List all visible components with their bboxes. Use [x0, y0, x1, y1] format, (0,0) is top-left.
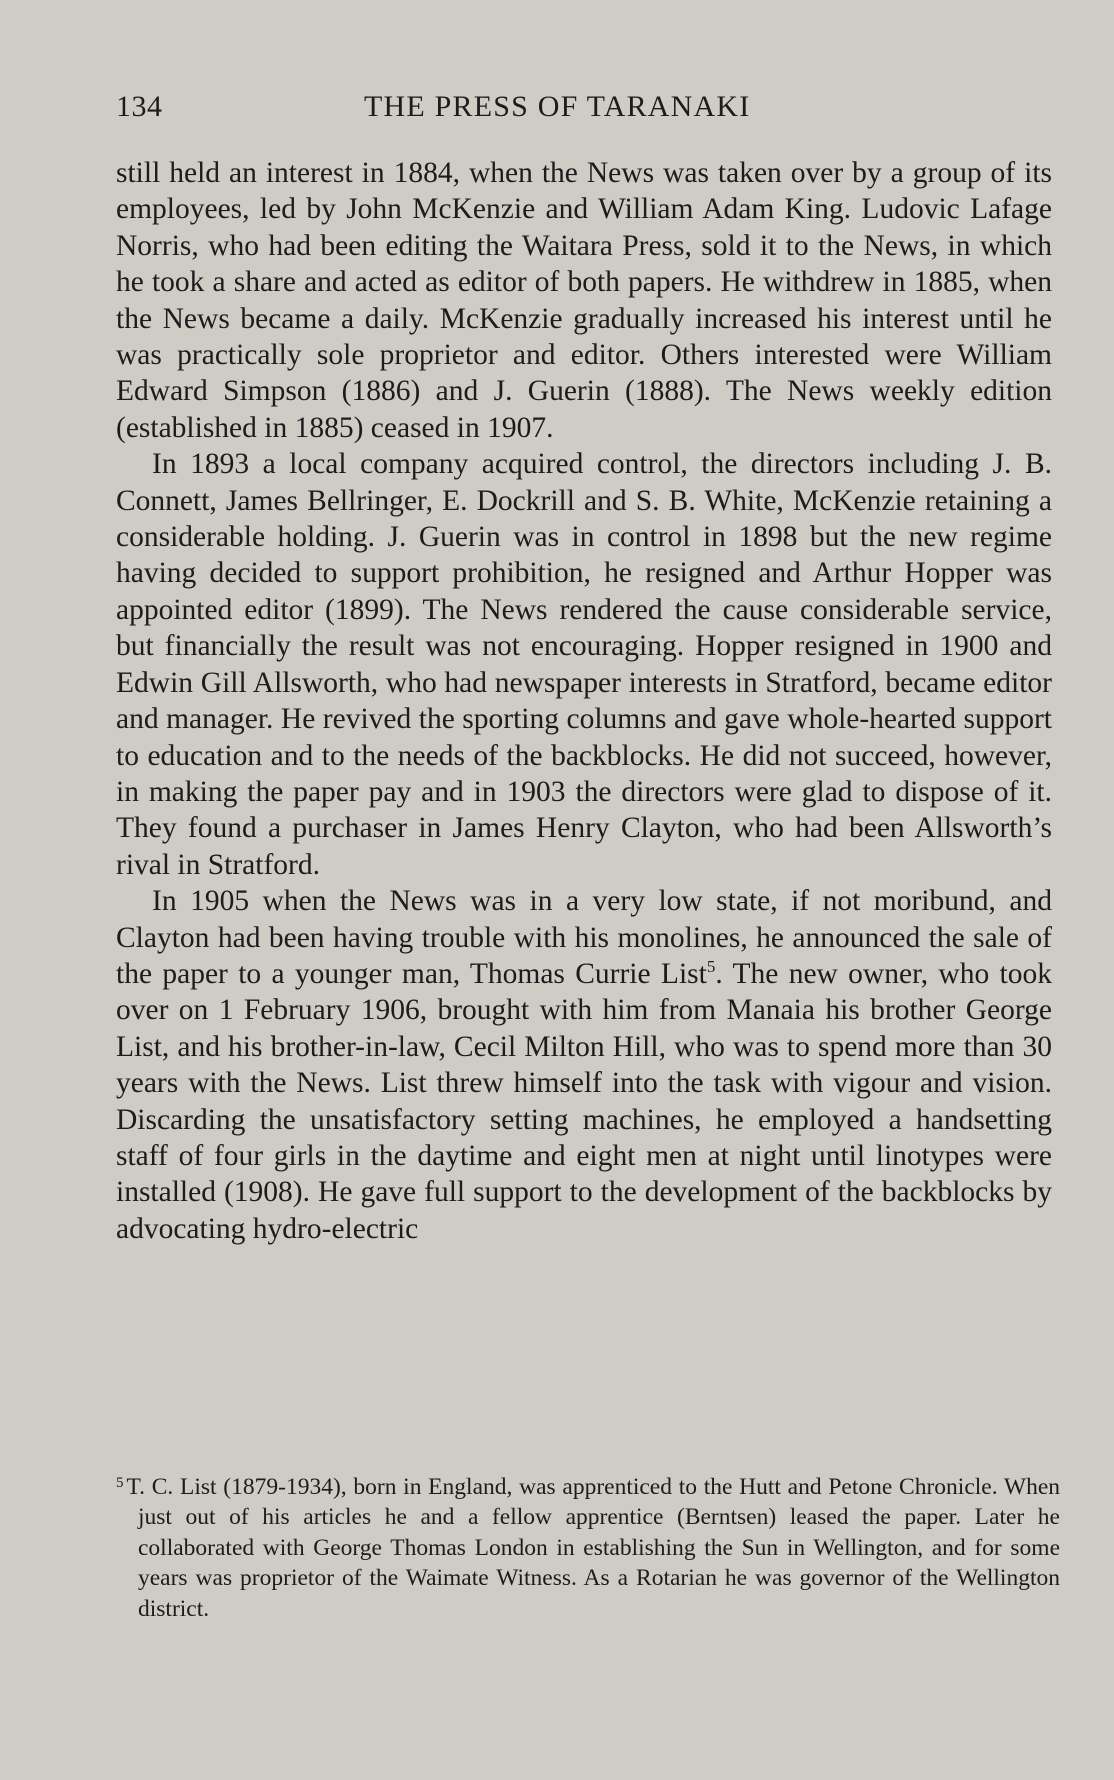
footnote-reference[interactable]: 5: [706, 956, 716, 976]
paragraph-3: [116, 883, 1052, 1247]
running-title: THE PRESS OF TARANAKI: [364, 90, 751, 123]
page-header: [116, 90, 1056, 130]
footnote-mark: 5: [116, 1475, 124, 1491]
footnote-text: T. C. List (1879-1934), born in England, was apprenticed to the Hutt and Petone Chronicle. When just out of his articles he and a fellow apprentice (Berntsen) leased the paper. Later he collaborated with George Thomas London in establishing the Sun in Wellington, and for some years was proprietor of the Waimate Witness. As a Rotarian he was governor of the Wellington district.: [126, 1474, 1060, 1622]
paragraph-3-text-b: . The new owner, who took over on 1 February 1906, brought with him from Manaia his brother George List, and his brother-in-law, Cecil Milton Hill, who was to spend more than 30 years with the News. List threw himself into the task with vigour and vision. Discarding the unsatisfactory setting machines, he employed a handsetting staff of four girls in the daytime and eight men at night until linotypes were installed (1908). He gave full support to the development of the backblocks by advocating hydro-electric: [116, 957, 1052, 1245]
footnote-block: [116, 1472, 1060, 1624]
paragraph-1: still held an interest in 1884, when the News was taken over by a group of its employees, led by John McKenzie and William Adam King. Ludovic Lafage Norris, who had been editing the Waitara Press, sold it to the News, in which he took a share and acted as editor of both papers. He withdrew in 1885, when the News became a daily. McKenzie gradually increased his interest until he was practically sole proprietor and editor. Others interested were William Edward Simpson (1886) and J. Guerin (1888). The News weekly edition (established in 1885) ceased in 1907.: [116, 157, 1052, 444]
paragraph-2: In 1893 a local company acquired control, the directors including J. B. Connett, James Bellringer, E. Dockrill and S. B. White, McKenzie retaining a considerable holding. J. Guerin was in control in 1898 but the new regime having decided to support prohibition, he resigned and Arthur Hopper was appointed editor (1899). The News rendered the cause considerable service, but financially the result was not encouraging. Hopper resigned in 1900 and Edwin Gill Allsworth, who had newspaper interests in Stratford, became editor and manager. He revived the sporting columns and gave whole-hearted support to education and to the needs of the backblocks. He did not succeed, however, in making the paper pay and in 1903 the directors were glad to dispose of it. They found a purchaser in James Henry Clayton, who had been Allsworth’s rival in Stratford.: [116, 448, 1052, 881]
body-text: [116, 155, 1052, 1247]
footnote: [116, 1472, 1060, 1624]
paragraph-3-text-a: In 1905 when the News was in a very low state, if not moribund, and Clayton had been having trouble with his monolines, he announced the sale of the paper to a younger man, Thomas Currie List: [116, 885, 1052, 990]
page-number: 134: [116, 90, 163, 123]
